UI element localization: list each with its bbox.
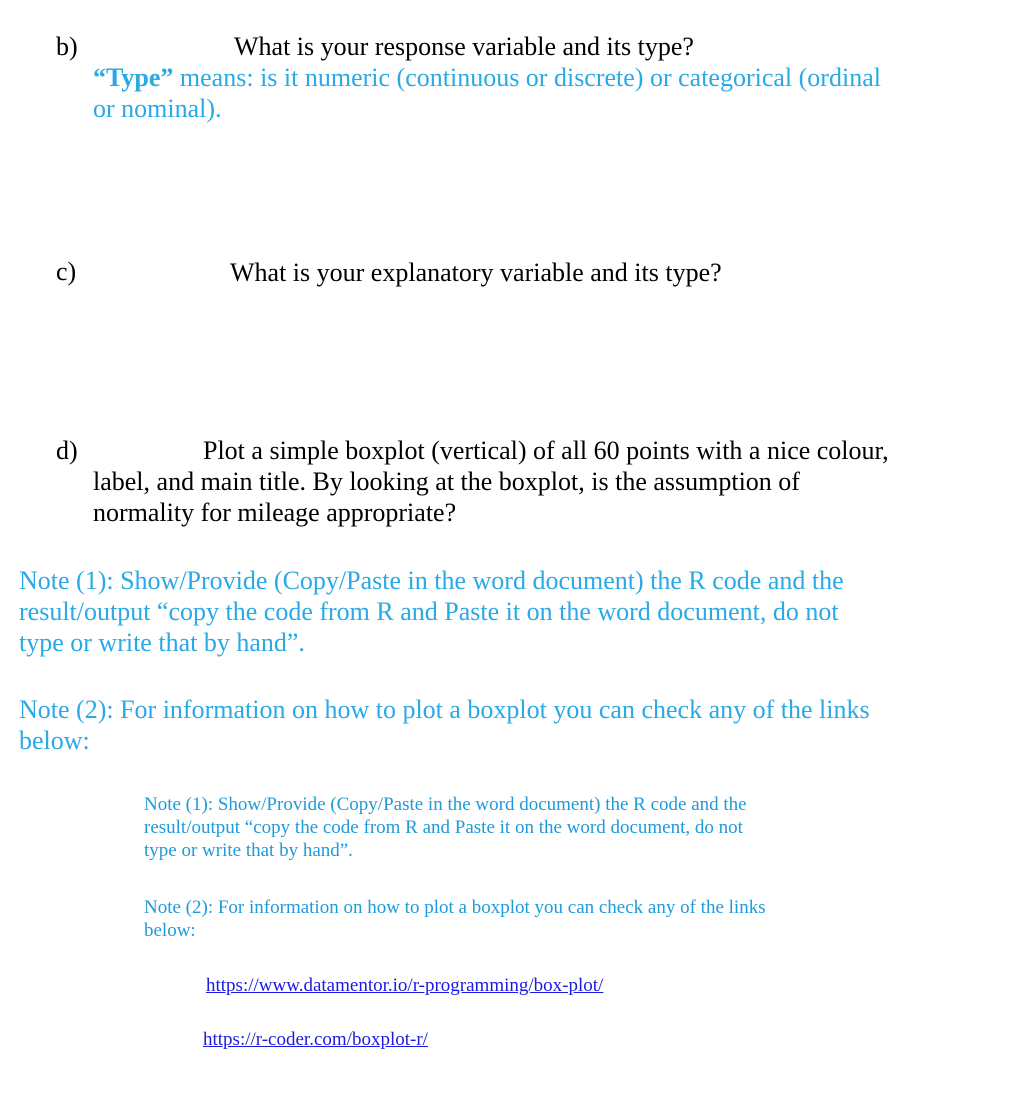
note-1 — [19, 565, 1009, 658]
question-c-text: What is your explanatory variable and its type? — [230, 258, 722, 287]
question-b-label: b) — [56, 32, 78, 61]
note-2-line-1: Note (2): For information on how to plot a boxplot you can check any of the links — [19, 695, 870, 724]
embedded-note-1-line-1: Note (1): Show/Provide (Copy/Paste in the word document) the R code and the — [144, 794, 747, 815]
question-c-label: c) — [56, 257, 77, 286]
type-note-line-2: or nominal). — [93, 94, 222, 123]
note-1-line-2: result/output “copy the code from R and Paste it on the word document, do not — [19, 597, 839, 626]
link-datamentor[interactable]: https://www.datamentor.io/r-programming/box-plot/ — [206, 975, 604, 996]
note-2 — [19, 694, 1009, 756]
type-term: “Type” — [93, 63, 174, 92]
embedded-note-1-line-2: result/output “copy the code from R and Paste it on the word document, do not — [144, 817, 743, 838]
question-d-line-3: normality for mileage appropriate? — [93, 498, 457, 527]
embedded-note-1 — [144, 793, 884, 862]
link-r-coder[interactable]: https://r-coder.com/boxplot-r/ — [203, 1029, 428, 1050]
embedded-note-2-line-1: Note (2): For information on how to plot a boxplot you can check any of the links — [144, 897, 766, 918]
question-b-type-note — [93, 62, 881, 93]
embedded-note-2-line-2: below: — [144, 920, 196, 941]
embedded-note-2 — [144, 896, 884, 942]
note-2-line-2: below: — [19, 726, 90, 755]
note-1-line-3: type or write that by hand”. — [19, 628, 305, 657]
question-d-label: d) — [56, 436, 78, 465]
question-b-text: What is your response variable and its type? — [234, 32, 694, 61]
embedded-note-1-line-3: type or write that by hand”. — [144, 840, 353, 861]
note-1-line-1: Note (1): Show/Provide (Copy/Paste in the word document) the R code and the — [19, 566, 844, 595]
question-d-line-2: label, and main title. By looking at the boxplot, is the assumption of — [93, 467, 800, 496]
type-note-line-1: means: is it numeric (continuous or discrete) or categorical (ordinal — [173, 63, 881, 92]
question-d-line-1: Plot a simple boxplot (vertical) of all 60 points with a nice colour, — [203, 436, 889, 465]
